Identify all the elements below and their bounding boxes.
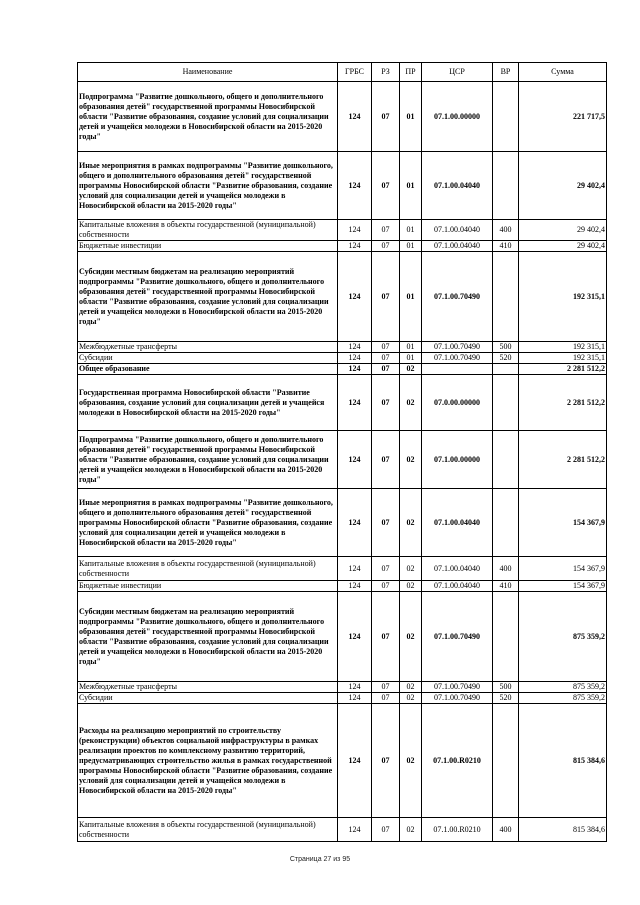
cell-csr: 07.1.00.R0210 xyxy=(422,704,493,818)
cell-grbs: 124 xyxy=(338,220,372,241)
cell-sum: 29 402,4 xyxy=(519,152,607,220)
cell-rz: 07 xyxy=(372,353,400,364)
cell-name: Иные мероприятия в рамках подпрограммы "Развитие дошкольного, общего и дополнительного образования детей" государственной программы Новосибирской области "Развитие образования, создание условий для социализации детей и учащейся молодежи в Новосибирской области на 2015-2020 годы" xyxy=(78,152,338,220)
cell-sum: 154 367,9 xyxy=(519,489,607,557)
cell-csr: 07.1.00.04040 xyxy=(422,489,493,557)
cell-rz: 07 xyxy=(372,82,400,152)
header-vr: ВР xyxy=(493,63,519,82)
cell-sum: 29 402,4 xyxy=(519,220,607,241)
cell-vr: 520 xyxy=(493,693,519,704)
cell-pr: 01 xyxy=(400,241,422,252)
cell-grbs: 124 xyxy=(338,704,372,818)
cell-csr: 07.1.00.R0210 xyxy=(422,818,493,842)
cell-name: Субсидии xyxy=(78,693,338,704)
cell-vr xyxy=(493,375,519,431)
cell-sum: 192 315,1 xyxy=(519,353,607,364)
cell-sum: 221 717,5 xyxy=(519,82,607,152)
cell-name: Подпрограмма "Развитие дошкольного, общего и дополнительного образования детей" государственной программы Новосибирской области "Развитие образования, создание условий для социализации детей и учащейся молодежи в Новосибирской области на 2015-2020 годы" xyxy=(78,431,338,489)
cell-csr: 07.1.00.70490 xyxy=(422,353,493,364)
cell-grbs: 124 xyxy=(338,82,372,152)
cell-rz: 07 xyxy=(372,818,400,842)
cell-vr xyxy=(493,704,519,818)
cell-sum: 875 359,2 xyxy=(519,592,607,682)
cell-csr: 07.1.00.04040 xyxy=(422,220,493,241)
cell-vr: 520 xyxy=(493,353,519,364)
cell-grbs: 124 xyxy=(338,592,372,682)
cell-rz: 07 xyxy=(372,152,400,220)
cell-rz: 07 xyxy=(372,489,400,557)
cell-grbs: 124 xyxy=(338,557,372,581)
table-row xyxy=(78,557,607,581)
cell-vr xyxy=(493,592,519,682)
cell-vr xyxy=(493,364,519,375)
cell-rz: 07 xyxy=(372,431,400,489)
cell-csr: 07.1.00.00000 xyxy=(422,82,493,152)
cell-grbs: 124 xyxy=(338,489,372,557)
cell-name: Субсидии местным бюджетам на реализацию мероприятий подпрограммы "Развитие дошкольного, общего и дополнительного образования детей" государственной программы Новосибирской области "Развитие образования, создание условий для социализации детей и учащейся молодежи в Новосибирской области на 2015-2020 годы" xyxy=(78,592,338,682)
cell-name: Подпрограмма "Развитие дошкольного, общего и дополнительного образования детей" государственной программы Новосибирской области "Развитие образования, создание условий для социализации детей и учащейся молодежи в Новосибирской области на 2015-2020 годы" xyxy=(78,82,338,152)
cell-grbs: 124 xyxy=(338,342,372,353)
cell-rz: 07 xyxy=(372,592,400,682)
cell-sum: 2 281 512,2 xyxy=(519,375,607,431)
table-row xyxy=(78,431,607,489)
table-row xyxy=(78,353,607,364)
table-row xyxy=(78,241,607,252)
cell-pr: 02 xyxy=(400,693,422,704)
cell-vr xyxy=(493,489,519,557)
cell-grbs: 124 xyxy=(338,252,372,342)
cell-grbs: 124 xyxy=(338,364,372,375)
cell-csr xyxy=(422,364,493,375)
cell-sum: 2 281 512,2 xyxy=(519,364,607,375)
table-header-row xyxy=(78,63,607,82)
header-pr: ПР xyxy=(400,63,422,82)
cell-grbs: 124 xyxy=(338,431,372,489)
cell-grbs: 124 xyxy=(338,682,372,693)
cell-csr: 07.1.00.70490 xyxy=(422,592,493,682)
cell-csr: 07.1.00.04040 xyxy=(422,241,493,252)
cell-pr: 01 xyxy=(400,82,422,152)
cell-grbs: 124 xyxy=(338,581,372,592)
table-row xyxy=(78,581,607,592)
cell-name: Капитальные вложения в объекты государственной (муниципальной) собственности xyxy=(78,220,338,241)
cell-pr: 01 xyxy=(400,152,422,220)
header-grbs: ГРБС xyxy=(338,63,372,82)
cell-pr: 02 xyxy=(400,682,422,693)
cell-name: Общее образование xyxy=(78,364,338,375)
cell-grbs: 124 xyxy=(338,818,372,842)
header-csr: ЦСР xyxy=(422,63,493,82)
cell-sum: 2 281 512,2 xyxy=(519,431,607,489)
cell-rz: 07 xyxy=(372,252,400,342)
cell-grbs: 124 xyxy=(338,353,372,364)
cell-pr: 01 xyxy=(400,342,422,353)
table-row xyxy=(78,252,607,342)
cell-sum: 192 315,1 xyxy=(519,342,607,353)
cell-name: Межбюджетные трансферты xyxy=(78,342,338,353)
cell-pr: 02 xyxy=(400,431,422,489)
table-row xyxy=(78,489,607,557)
cell-vr xyxy=(493,152,519,220)
cell-vr: 400 xyxy=(493,220,519,241)
cell-sum: 154 367,9 xyxy=(519,581,607,592)
cell-rz: 07 xyxy=(372,364,400,375)
cell-vr: 400 xyxy=(493,557,519,581)
table-row xyxy=(78,152,607,220)
cell-pr: 02 xyxy=(400,375,422,431)
cell-csr: 07.1.00.04040 xyxy=(422,581,493,592)
cell-rz: 07 xyxy=(372,682,400,693)
table-row xyxy=(78,342,607,353)
cell-pr: 02 xyxy=(400,489,422,557)
table-row xyxy=(78,704,607,818)
budget-table xyxy=(77,62,607,842)
cell-name: Бюджетные инвестиции xyxy=(78,241,338,252)
cell-rz: 07 xyxy=(372,241,400,252)
cell-name: Государственная программа Новосибирской области "Развитие образования, создание условий для социализации детей и учащейся молодежи в Новосибирской области на 2015-2020 годы" xyxy=(78,375,338,431)
header-name: Наименование xyxy=(78,63,338,82)
cell-name: Капитальные вложения в объекты государственной (муниципальной) собственности xyxy=(78,818,338,842)
cell-grbs: 124 xyxy=(338,152,372,220)
cell-pr: 02 xyxy=(400,818,422,842)
cell-pr: 02 xyxy=(400,581,422,592)
cell-name: Субсидии xyxy=(78,353,338,364)
header-sum: Сумма xyxy=(519,63,607,82)
cell-vr: 410 xyxy=(493,241,519,252)
cell-vr: 410 xyxy=(493,581,519,592)
cell-sum: 154 367,9 xyxy=(519,557,607,581)
cell-pr: 02 xyxy=(400,557,422,581)
cell-name: Субсидии местным бюджетам на реализацию мероприятий подпрограммы "Развитие дошкольного, общего и дополнительного образования детей" государственной программы Новосибирской области "Развитие образования, создание условий для социализации детей и учащейся молодежи в Новосибирской области на 2015-2020 годы" xyxy=(78,252,338,342)
cell-csr: 07.0.00.00000 xyxy=(422,375,493,431)
cell-rz: 07 xyxy=(372,557,400,581)
cell-vr: 400 xyxy=(493,818,519,842)
cell-csr: 07.1.00.70490 xyxy=(422,252,493,342)
cell-pr: 01 xyxy=(400,353,422,364)
cell-grbs: 124 xyxy=(338,241,372,252)
table-row xyxy=(78,682,607,693)
cell-name: Капитальные вложения в объекты государственной (муниципальной) собственности xyxy=(78,557,338,581)
cell-sum: 192 315,1 xyxy=(519,252,607,342)
cell-rz: 07 xyxy=(372,704,400,818)
cell-name: Бюджетные инвестиции xyxy=(78,581,338,592)
cell-vr: 500 xyxy=(493,682,519,693)
cell-pr: 02 xyxy=(400,364,422,375)
cell-pr: 01 xyxy=(400,220,422,241)
cell-csr: 07.1.00.04040 xyxy=(422,152,493,220)
cell-rz: 07 xyxy=(372,220,400,241)
cell-sum: 29 402,4 xyxy=(519,241,607,252)
table-row xyxy=(78,364,607,375)
cell-csr: 07.1.00.70490 xyxy=(422,682,493,693)
table-row xyxy=(78,375,607,431)
cell-vr xyxy=(493,82,519,152)
cell-pr: 02 xyxy=(400,592,422,682)
table-row xyxy=(78,220,607,241)
cell-csr: 07.1.00.00000 xyxy=(422,431,493,489)
table-row xyxy=(78,818,607,842)
cell-vr: 500 xyxy=(493,342,519,353)
cell-csr: 07.1.00.04040 xyxy=(422,557,493,581)
cell-vr xyxy=(493,431,519,489)
table-row xyxy=(78,693,607,704)
cell-pr: 01 xyxy=(400,252,422,342)
cell-csr: 07.1.00.70490 xyxy=(422,693,493,704)
cell-name: Межбюджетные трансферты xyxy=(78,682,338,693)
cell-name: Расходы на реализацию мероприятий по строительству (реконструкции) объектов социальной инфраструктуры в рамках реализации проектов по комплексному развитию территорий, предусматривающих строительство жилья в рамках государственной программы Новосибирской области "Развитие образования, создание условий для социализации детей и учащейся молодежи в Новосибирской области на 2015-2020 годы" xyxy=(78,704,338,818)
cell-sum: 875 359,2 xyxy=(519,693,607,704)
cell-csr: 07.1.00.70490 xyxy=(422,342,493,353)
table-row xyxy=(78,592,607,682)
cell-name: Иные мероприятия в рамках подпрограммы "Развитие дошкольного, общего и дополнительного образования детей" государственной программы Новосибирской области "Развитие образования, создание условий для социализации детей и учащейся молодежи в Новосибирской области на 2015-2020 годы" xyxy=(78,489,338,557)
cell-rz: 07 xyxy=(372,581,400,592)
table-row xyxy=(78,82,607,152)
cell-rz: 07 xyxy=(372,342,400,353)
cell-grbs: 124 xyxy=(338,693,372,704)
header-rz: РЗ xyxy=(372,63,400,82)
cell-vr xyxy=(493,252,519,342)
cell-rz: 07 xyxy=(372,375,400,431)
cell-sum: 815 384,6 xyxy=(519,818,607,842)
cell-sum: 875 359,2 xyxy=(519,682,607,693)
cell-rz: 07 xyxy=(372,693,400,704)
cell-pr: 02 xyxy=(400,704,422,818)
page-number: Страница 27 из 95 xyxy=(289,856,351,863)
cell-sum: 815 384,6 xyxy=(519,704,607,818)
cell-grbs: 124 xyxy=(338,375,372,431)
